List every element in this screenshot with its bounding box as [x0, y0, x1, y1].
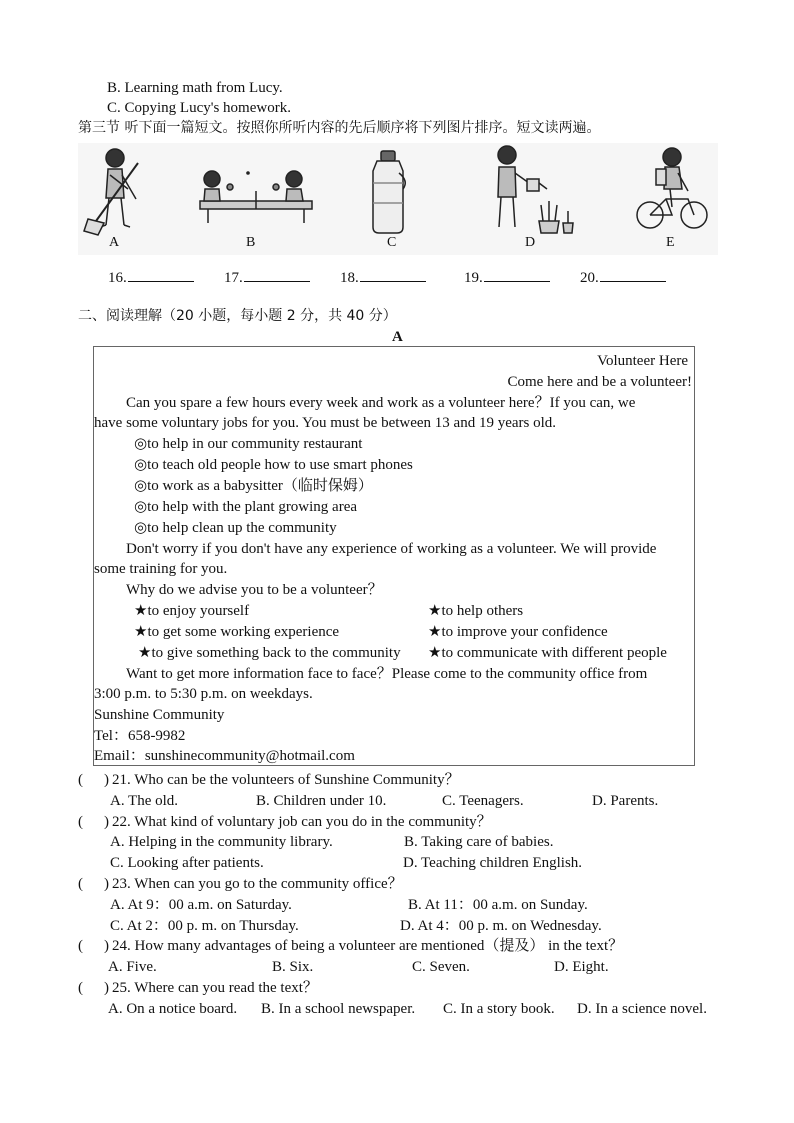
passage-title: Volunteer Here	[597, 353, 688, 369]
passage-intro-line2: have some voluntary jobs for you. You must be between 13 and 19 years old.	[94, 415, 557, 431]
option-a[interactable]: A. At 9：00 a.m. on Saturday.	[110, 897, 292, 913]
answer-blank-17[interactable]: 17.	[224, 266, 310, 288]
answer-paren-close: )	[104, 772, 109, 788]
answer-blank-20[interactable]: 20.	[580, 266, 666, 288]
option-b[interactable]: B. In a school newspaper.	[261, 1001, 416, 1017]
answer-paren-close: )	[104, 876, 109, 892]
option-a[interactable]: A. Helping in the community library.	[110, 834, 333, 850]
answer-blank-16[interactable]: 16.	[108, 266, 194, 288]
passage-info-line1: Want to get more information face to face？Please come to the community office from	[126, 666, 648, 682]
answer-blank-18[interactable]: 18.	[340, 266, 426, 288]
answer-paren-close: )	[104, 938, 109, 954]
passage-email: Email：sunshinecommunity@hotmail.com	[94, 748, 355, 764]
prev-option-b: B. Learning math from Lucy.	[107, 80, 283, 96]
question-24: 24. How many advantages of being a volunteer are mentioned（提及） in the text？	[112, 938, 624, 954]
boy-sweeping-icon	[78, 143, 168, 238]
boy-watering-plants-icon	[483, 143, 578, 238]
table-tennis-icon	[190, 143, 320, 238]
passage-tel: Tel：658-9982	[94, 728, 186, 744]
answer-paren-close: )	[104, 980, 109, 996]
option-c[interactable]: C. In a story book.	[443, 1001, 555, 1017]
option-a[interactable]: A. On a notice board.	[108, 1001, 238, 1017]
picture-label-e: E	[666, 235, 675, 250]
option-d[interactable]: D. Eight.	[554, 959, 609, 975]
job-item: ◎to work as a babysitter（临时保姆）	[134, 478, 373, 494]
job-item: ◎to teach old people how to use smart phones	[134, 457, 413, 473]
passage-training-line1: Don't worry if you don't have any experience of working as a volunteer. We will provide	[126, 541, 657, 557]
question-25: 25. Where can you read the text？	[112, 980, 318, 996]
option-c[interactable]: C. Teenagers.	[442, 793, 524, 809]
passage-why: Why do we advise you to be a volunteer？	[126, 582, 383, 598]
question-23: 23. When can you go to the community office？	[112, 876, 403, 892]
answer-paren-open[interactable]: (	[78, 938, 83, 954]
job-item: ◎to help with the plant growing area	[134, 499, 358, 515]
answer-paren-open[interactable]: (	[78, 876, 83, 892]
reason-item: ★to give something back to the community	[138, 645, 401, 661]
option-c[interactable]: C. Seven.	[412, 959, 470, 975]
option-b[interactable]: B. Six.	[272, 959, 314, 975]
picture-label-d: D	[525, 235, 536, 250]
water-bottle-icon	[363, 143, 413, 238]
option-c[interactable]: C. Looking after patients.	[110, 855, 264, 871]
option-b[interactable]: B. Taking care of babies.	[404, 834, 554, 850]
job-item: ◎to help in our community restaurant	[134, 436, 363, 452]
option-b[interactable]: B. Children under 10.	[256, 793, 387, 809]
question-21: 21. Who can be the volunteers of Sunshine Community？	[112, 772, 460, 788]
picture-label-a: A	[109, 235, 120, 250]
option-d[interactable]: D. At 4：00 p. m. on Wednesday.	[400, 918, 602, 934]
job-item: ◎to help clean up the community	[134, 520, 337, 536]
reason-item: ★to enjoy yourself	[134, 603, 250, 619]
option-a[interactable]: A. Five.	[108, 959, 157, 975]
passage-org: Sunshine Community	[94, 707, 225, 723]
boy-cycling-icon	[632, 143, 712, 238]
prev-option-c: C. Copying Lucy's homework.	[107, 100, 291, 116]
passage-intro-line1: Can you spare a few hours every week and work as a volunteer here？If you can, we	[126, 395, 636, 411]
reason-item: ★to communicate with different people	[428, 645, 667, 661]
answer-paren-open[interactable]: (	[78, 980, 83, 996]
passage-info-line2: 3:00 p.m. to 5:30 p.m. on weekdays.	[94, 686, 313, 702]
passage-letter: A	[392, 329, 403, 345]
question-22: 22. What kind of voluntary job can you do in the community？	[112, 814, 492, 830]
option-d[interactable]: D. In a science novel.	[577, 1001, 707, 1017]
answer-paren-close: )	[104, 814, 109, 830]
answer-paren-open[interactable]: (	[78, 772, 83, 788]
option-d[interactable]: D. Parents.	[592, 793, 659, 809]
passage-subtitle: Come here and be a volunteer!	[507, 374, 692, 390]
reason-item: ★to improve your confidence	[428, 624, 608, 640]
answer-paren-open[interactable]: (	[78, 814, 83, 830]
passage-training-line2: some training for you.	[94, 561, 228, 577]
part2-heading: 二、阅读理解（20 小题，每小题 2 分，共 40 分）	[78, 308, 397, 324]
option-d[interactable]: D. Teaching children English.	[403, 855, 583, 871]
option-a[interactable]: A. The old.	[110, 793, 179, 809]
picture-strip	[78, 143, 718, 255]
picture-label-c: C	[387, 235, 397, 250]
section3-heading: 第三节 听下面一篇短文。按照你所听内容的先后顺序将下列图片排序。短文读两遍。	[78, 120, 601, 136]
answer-blank-19[interactable]: 19.	[464, 266, 550, 288]
picture-label-b: B	[246, 235, 256, 250]
option-c[interactable]: C. At 2：00 p. m. on Thursday.	[110, 918, 299, 934]
option-b[interactable]: B. At 11：00 a.m. on Sunday.	[408, 897, 588, 913]
reason-item: ★to get some working experience	[134, 624, 340, 640]
reason-item: ★to help others	[428, 603, 524, 619]
